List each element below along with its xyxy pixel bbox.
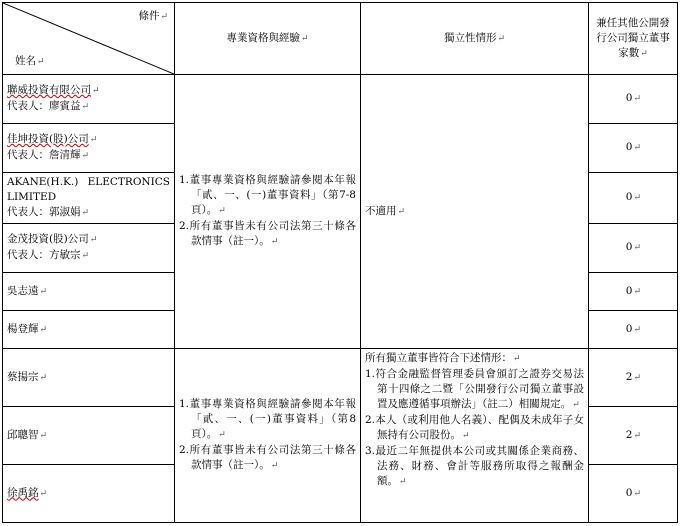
independence-item: 3.最近二年無提供本公司或其關係企業商務、法務、財務、會計等服務所取得之報酬金額。↵: [365, 445, 584, 487]
director-name-cell: AKANE(H.K.) ELECTRONICS LIMITED 代表人：郭淑娟↵: [3, 173, 175, 224]
other-companies-count: 0↵: [589, 465, 678, 523]
independence-header: 獨立性情形↵: [361, 3, 589, 75]
other-companies-count: 2↵: [589, 349, 678, 407]
independence-item: 1.符合金融監督管理委員會頒訂之證券交易法第十四條之二暨「公開發行公司獨立董事設置及應遵循事項辦法」（註二）相關規定。↵: [365, 368, 584, 410]
qualification-item: 2.所有董事皆未有公司法第三十條各款情事（註一）。↵: [179, 444, 356, 471]
table-row: [3, 349, 678, 407]
condition-label: 條件↵: [138, 10, 168, 22]
company-name: 金茂投資(股)公司: [7, 233, 89, 245]
other-companies-count: 0↵: [589, 173, 678, 224]
director-name-cell: 楊登輝↵: [3, 311, 175, 349]
representative-name: 郭淑娟: [49, 206, 81, 218]
director-name-cell: 蔡揚宗↵: [3, 349, 175, 407]
other-companies-count: 0↵: [589, 311, 678, 349]
independence-intro: 所有獨立董事皆符合下述情形：↵: [365, 352, 521, 364]
representative-name: 方敏宗: [49, 249, 81, 261]
other-companies-count: 0↵: [589, 273, 678, 311]
qualification-header: 專業資格與經驗↵: [175, 3, 361, 75]
qualification-item: 1.董事專業資格與經驗請參閱本年報「貳、一、(一)董事資料」（第7-8頁）。↵: [179, 174, 356, 216]
other-companies-count: 0↵: [589, 124, 678, 173]
other-companies-count: 0↵: [589, 75, 678, 124]
qualification-cell-group-2: [175, 349, 361, 523]
representative-name: 廖賓益: [49, 100, 81, 112]
other-companies-count: 0↵: [589, 224, 678, 273]
table-row: [3, 75, 678, 124]
independence-cell-group-2: [361, 349, 589, 523]
director-name-cell: 吳志遠↵: [3, 273, 175, 311]
header-row: [3, 3, 678, 75]
qualification-item: 2.所有董事皆未有公司法第三十條各款情事（註一）。↵: [179, 220, 356, 247]
director-name-cell: 徐禹銘↵: [3, 465, 175, 523]
company-name: AKANE(H.K.) ELECTRONICS LIMITED: [7, 176, 170, 203]
director-name-cell: 佳坤投資(股)公司↵ 代表人：詹清輝↵: [3, 124, 175, 173]
company-name: 聯威投資有限公司: [7, 84, 91, 96]
representative-name: 詹清輝: [49, 149, 81, 161]
director-qualification-table: [2, 2, 678, 523]
director-name-cell: 邱聰智↵: [3, 407, 175, 465]
director-name-cell: 金茂投資(股)公司↵ 代表人：方敏宗↵: [3, 224, 175, 273]
qualification-item: 1.董事專業資格與經驗請參閱本年報「貳、一、(一)董事資料」（第8頁）。↵: [179, 398, 356, 440]
diagonal-header-cell: [3, 3, 175, 75]
independence-item: 2.本人（或利用他人名義）、配偶及未成年子女無持有公司股份。↵: [365, 414, 584, 441]
independence-cell-group-1: 不適用↵: [361, 75, 589, 349]
other-companies-count: 2↵: [589, 407, 678, 465]
qualification-cell-group-1: [175, 75, 361, 349]
company-name: 佳坤投資(股)公司: [7, 133, 89, 145]
other-companies-header: 兼任其他公開發行公司獨立董事家數↵: [589, 3, 678, 75]
director-name-cell: 聯威投資有限公司↵ 代表人：廖賓益↵: [3, 75, 175, 124]
name-label: 姓名↵: [15, 55, 45, 67]
